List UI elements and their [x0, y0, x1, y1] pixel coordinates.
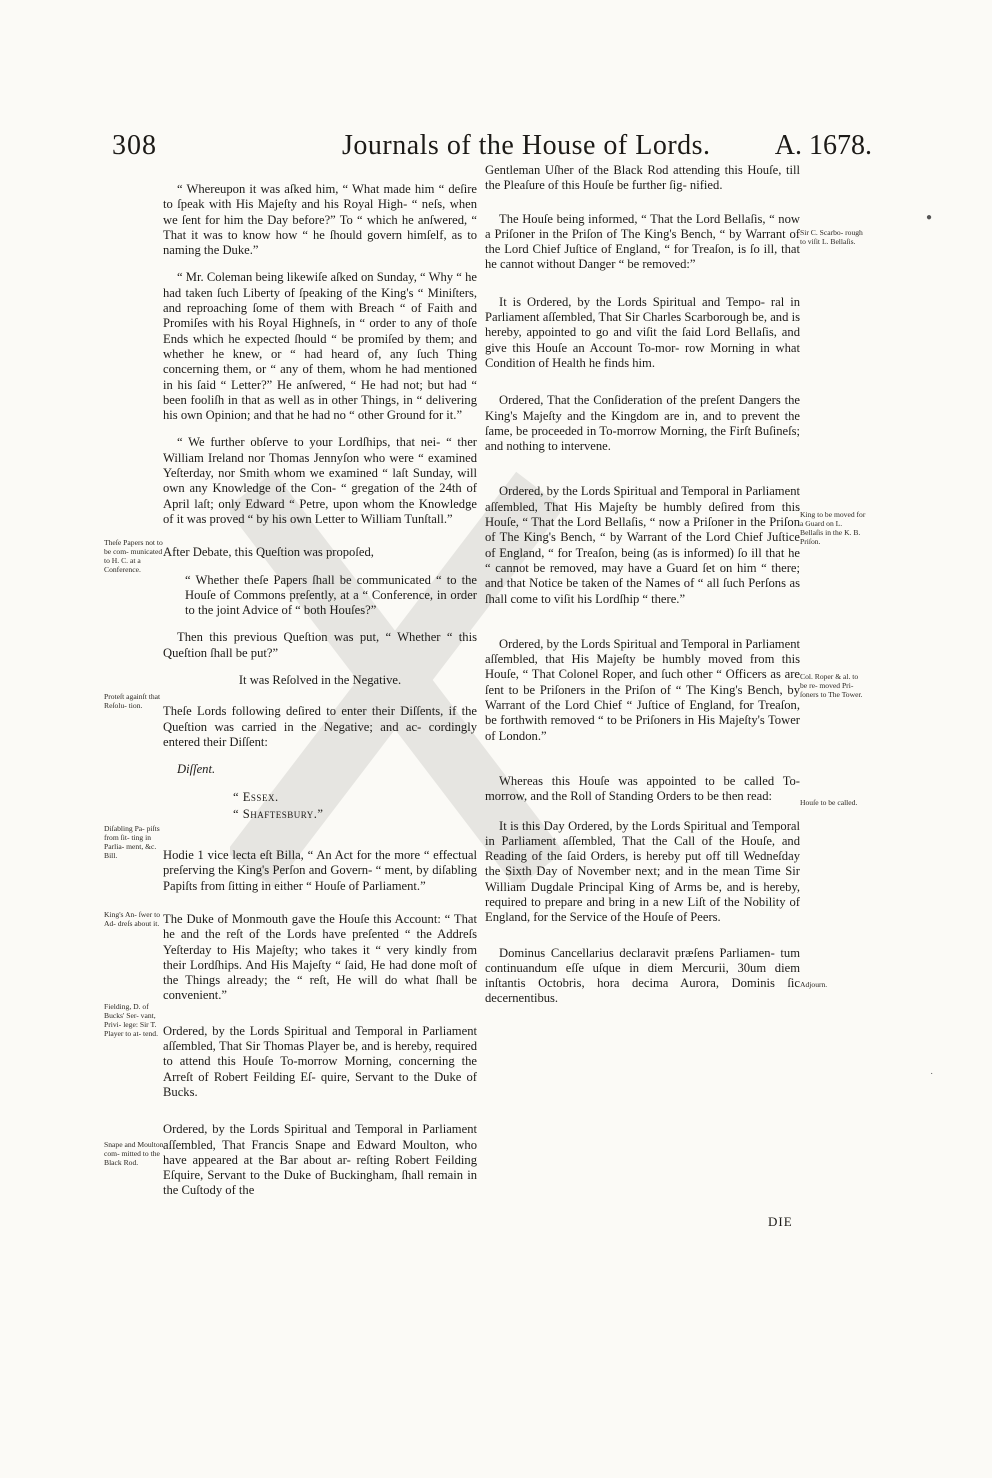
- signature-shaftesbury: “ Shaftesbury.”: [233, 806, 324, 821]
- paragraph: Dominus Cancellarius declaravit præſens Parliamen- tum continuandum eſſe uſque in diem Mercurii, 30um diem inſtantis Octobris, hora decima Aurora, Dominis ſic decernentibus.: [485, 945, 800, 1006]
- margin-note: Fielding, D. of Bucks' Ser- vant, Privi- lege: Sir T. Player to at- tend.: [104, 1002, 158, 1038]
- paragraph: It is this Day Ordered, by the Lords Spiritual and Temporal in Parliament aſſembled, That the Call of the Houſe, and Reading of the ſaid Orders, is hereby put off till Wedneſday the Sixth Day of November next; and in the mean Time Sir William Dugdale Principal King of Arms be, and is hereby, required to prepare and bring in a new Liſt of the Nobility of England, for the Service of the Houſe of Peers.: [485, 818, 800, 925]
- margin-note: Adjourn.: [800, 980, 828, 989]
- margin-note: Sir C. Scarbo- rough to viſit L. Bellaſis.: [800, 228, 863, 246]
- paragraph: Ordered, by the Lords Spiritual and Temporal in Parliament aſſembled, that His Majeſty be humbly moved from this Houſe, “ That Colonel Roper, and ſuch other “ Officers as are ſent to be Priſoners in the Priſon of “ The King's Bench, by Warrant of the Lord Chief “ Juſtice of England, for Treaſon, be forthwith removed “ to be Priſoners in His Majeſty's Tower of London.”: [485, 636, 800, 743]
- paragraph: It is Ordered, by the Lords Spiritual and Tempo- ral in Parliament aſſembled, That Sir Charles Scarborough be, and is hereby, appointed to go and viſit the ſaid Lord Bellaſis, and give this Houſe an Account To-mor- row Morning in what Condition of Health he finds him.: [485, 294, 800, 370]
- right-column: [485, 163, 800, 1019]
- paragraph: “ Whereupon it was aſked him, “ What made him “ deſire to ſpeak with His Majeſty and his Royal High- “ neſs, when we ſent for him the Day before?” To “ which he anſwered, “ That it was to know how “ he ſhould govern himſelf, as to naming the Duke.”: [163, 182, 477, 258]
- paragraph: Gentleman Uſher of the Black Rod attending this Houſe, till the Pleaſure of this Houſe be further ſig- nified.: [485, 163, 800, 193]
- left-column: [163, 182, 477, 1211]
- paragraph: The Duke of Monmouth gave the Houſe this Account: “ That he and the reſt of the Lords have preſented “ the Addreſs Yeſterday to His Majeſty; who takes it “ very kindly from their Lordſhips. And His Majeſty “ ſaid, He had done moſt of the Things already; the “ reſt, He will do what ſhall be convenient.”: [163, 911, 477, 1003]
- paragraph: “ Whether theſe Papers ſhall be communicated “ to the Houſe of Commons preſently, at a “ Conference, in order to the joint Advice of “ both Houſes?”: [185, 572, 477, 618]
- paragraph: Ordered, by the Lords Spiritual and Temporal in Parliament aſſembled, That Francis Snape and Edward Moulton, who have appeared at the Bar about ar- reſting Robert Feilding Eſquire, Servant to the Duke of Buckingham, ſhall remain in the Cuſtody of the: [163, 1122, 477, 1198]
- signature-essex: “ Essex.: [233, 789, 279, 804]
- paragraph: Ordered, by the Lords Spiritual and Temporal in Parliament aſſembled, That His Majeſty be humbly deſired from this Houſe, “ That the Lord Bellaſis, “ now a Priſoner in the Priſon of The King's Bench, “ by Warrant of the Lord Chief Juſtice of England, “ for Treaſon, being (as is informed) ſo ill that he “ cannot be removed, may have a Guard ſet on him “ there; and that Notice be taken of the Names of “ all ſuch Perſons as ſhall come to viſit his Lordſhip “ there.”: [485, 484, 800, 606]
- paragraph: Ordered, That the Conſideration of the preſent Dangers the King's Majeſty and the Kingdom are in, and to prevent the ſame, be proceeded in To-morrow Morning, the Firſt Buſineſs; and nothing to intervene.: [485, 393, 800, 454]
- paragraph: “ Mr. Coleman being likewiſe aſked on Sunday, “ Why “ he had taken ſuch Liberty of ſpeaking of the King's “ Miniſters, and reproaching ſome of them with Breach “ of Faith and Promiſes with his Royal Highneſs, in “ order to any of thoſe Ends which he expected ſhould “ be promiſed by them; and whether he knew, or “ had heard of, any ſuch Thing concerning them, or “ any of them, whom he had mentioned in his ſaid “ Letter?” He anſwered, “ He had not; but had “ been fooliſh in that as well as in other Things, in “ delivering his own Opinion; and that he had no “ other Ground for it.”: [163, 270, 477, 423]
- margin-note: King to be moved for a Guard on L. Bellaſis in the K. B. Priſon.: [800, 510, 866, 546]
- paragraph: Whereas this Houſe was appointed to be called To- morrow, and the Roll of Standing Orders to be then read:: [485, 773, 800, 804]
- year: A. 1678.: [774, 130, 872, 161]
- margin-note: Col. Roper & al. to be re- moved Pri- ſoners to The Tower.: [800, 672, 863, 699]
- margin-note: Theſe Papers not to be com- municated to H. C. at a Conference.: [104, 538, 163, 574]
- margin-note: King's An- ſwer to Ad- dreſs about it.: [104, 910, 160, 928]
- catchword: DIE: [768, 1214, 793, 1229]
- ink-mark: ˙: [930, 1072, 934, 1083]
- paragraph: After Debate, this Queſtion was propoſed,: [163, 545, 374, 560]
- running-title: Journals of the House of Lords.: [342, 130, 711, 161]
- dissent-heading: Diſſent.: [177, 762, 216, 777]
- margin-note: Proteſt againſt that Reſolu- tion.: [104, 692, 161, 710]
- paragraph: “ We further obſerve to your Lordſhips, that nei- “ ther William Ireland nor Thomas Jennyſon who were “ examined Yeſterday, nor Smith whom we examined “ laſt Sunday, will own any Knowledge of the Con- “ gregation of the 24th of April laſt; only Edward “ Petre, upon whom the Knowledge of it was proved “ by his own Letter to William Tunſtall.”: [163, 435, 477, 526]
- paragraph: Ordered, by the Lords Spiritual and Temporal in Parliament aſſembled, That Sir Thomas Player be, and is hereby, required to attend this Houſe To-morrow Morning, concerning the Arreſt of Robert Feilding Eſ- quire, Servant to the Duke of Bucks.: [163, 1023, 477, 1099]
- margin-note: Diſabling Pa- piſts from ſit- ting in Parlia- ment, &c. Bill.: [104, 824, 160, 860]
- margin-note: Houſe to be called.: [800, 798, 858, 807]
- ink-mark: ●: [926, 212, 933, 223]
- page-number: 308: [112, 130, 157, 161]
- paragraph: Hodie 1 vice lecta eſt Billa, “ An Act for the more “ effectual preſerving the King's Perſon and Govern- “ ment, by diſabling Papiſts from ſitting in either “ Houſe of Parliament.”: [163, 848, 477, 893]
- margin-note: Snape and Moulton com- mitted to the Black Rod.: [104, 1140, 164, 1167]
- paragraph: It was Reſolved in the Negative.: [238, 673, 402, 688]
- paragraph: Theſe Lords following deſired to enter their Diſſents, if the Queſtion was carried in the Negative; and ac- cordingly entered their Diſſent:: [163, 704, 477, 749]
- paragraph: Then this previous Queſtion was put, “ Whether “ this Queſtion ſhall be put?”: [163, 630, 477, 660]
- paragraph: The Houſe being informed, “ That the Lord Bellaſis, “ now a Priſoner in the Priſon of The King's Bench, “ by Warrant of the Lord Chief Juſtice of England, “ for Treaſon, is ſo ill, that he cannot without Danger “ be removed:”: [485, 211, 800, 272]
